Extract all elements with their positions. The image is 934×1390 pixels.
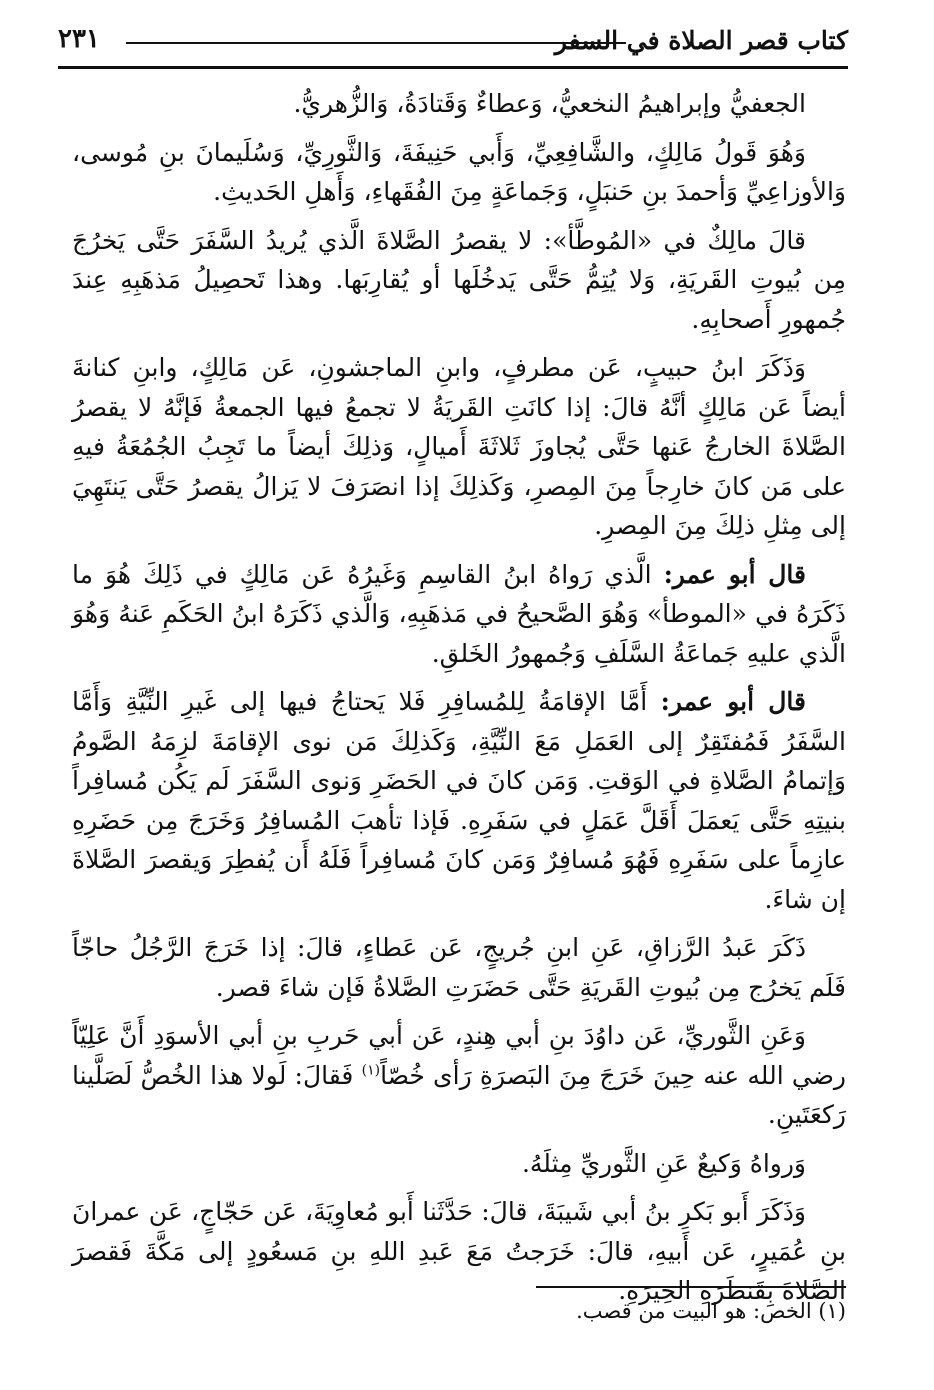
paragraph-10: وَذَكَرَ أَبو بَكرِ بنُ أبي شَيبَةَ، قالَ: حَدَّثَنا أَبو مُعاوِيَةَ، عَن حَجّاجٍ، عَن عمرانَ بنِ عُمَيرٍ، عَن أَبيهِ، قالَ: خَرَجتُ مَعَ عَبدِ اللهِ بنِ مَسعُودٍ إلى مَكَّةَ فَقصرَ الصَّلاةَ بِقَنطَرَةِ الحِيرَةِ. <box>72 1197 846 1305</box>
paragraph-6-text: أَمَّا الإقامَةُ لِلمُسافِرِ فَلا يَحتاجُ فيها إلى غَيرِ النِّيَّةِ وَأَمَّا السَّفَرُ فَمُفتَقِرٌ إلى العَمَلِ مَعَ النِّيَّةِ، وَكَذلِكَ مَن نوى الإقامَةَ لزِمَهُ الصَّومُ وَإتمامُ الصَّلاةِ في الوَقتِ. وَمَن كانَ في الحَضَرِ وَنوى السَّفَرَ لَم يَكُن مُسافِراً بنيتِهِ حَتَّى يَعمَلَ أَقَلَّ عَمَلٍ في سَفَرِهِ. فَإذا تأهبَ المُسافِرُ وَخَرَجَ مِن حَضَرِهِ عازِماً على سَفَرِهِ فَهُوَ مُسافِرٌ وَمَن كانَ مُسافِراً فَلَهُ أَن يُفطِرَ وَيقصرَ الصَّلاةَ إن شاءَ. <box>72 687 846 914</box>
paragraph-8-text-b: فَقالَ: لَولا هذا الخُصُّ لَصَلَّينا رَكعَتَينِ. <box>72 1060 846 1129</box>
chapter-title: كتاب قصر الصلاة في السفر <box>554 26 848 55</box>
footnote: (١) الخص: هو البيت من قصب. <box>576 1299 846 1323</box>
main-text <box>72 84 846 1320</box>
page-number: ٢٣١ <box>58 24 100 54</box>
running-header <box>58 14 848 69</box>
paragraph-1: الجعفيُّ وإبراهيمُ النخعيُّ، وَعطاءٌ وَقَتادَةُ، وَالزُّهريُّ. <box>293 89 806 118</box>
paragraph-4: وَذَكَرَ ابنُ حبيبٍ، عَن مطرفٍ، وابنِ الماجشونِ، عَن مَالِكٍ، وابنِ كنانةَ أيضاً عَن مَالِكٍ أنَّهُ قالَ: إذا كانَتِ القَريَةُ لا تجمعُ فيها الجمعةُ فَإنَّهُ لا يقصرُ الصَّلاةَ الخارجُ عَنها حَتَّى يُجاوزَ ثَلاثَةَ أَميالٍ، وَذلِكَ أيضاً ما تَجِبُ الجُمُعَةُ فيهِ على مَن كانَ خارِجاً مِنَ المِصرِ، وَكَذلِكَ إذا انصَرَفَ لا يَزالُ يقصرُ حَتَّى يَنتَهِيَ إلى مِثلِ ذلِكَ مِنَ المِصرِ. <box>72 353 846 540</box>
footnote-ref[interactable]: (١) <box>361 1062 381 1079</box>
header-rule <box>126 42 626 44</box>
speaker-label: قال أبو عمر: <box>660 687 806 716</box>
paragraph-7: ذَكَرَ عَبدُ الرَّزاقِ، عَنِ ابنِ جُريجٍ، عَن عَطاءٍ، قالَ: إذا خَرَجَ الرَّجُلُ حاجّاً فَلَم يَخرُج مِن بُيوتِ القَريَةِ حَتَّى حَضَرَتِ الصَّلاةُ فَإن شاءَ قصر. <box>72 933 846 1002</box>
speaker-label: قال أبو عمر: <box>663 559 806 589</box>
paragraph-6 <box>72 682 846 919</box>
paragraph-5 <box>72 555 846 674</box>
paragraph-2: وَهُوَ قَولُ مَالِكٍ، والشَّافِعِيِّ، وَأَبي حَنِيفَةَ، وَالثَّورِيِّ، وَسُلَيمانَ بنِ مُوسى، وَالأوزاعِيِّ وَأحمدَ بنِ حَنبَلٍ، وَجَماعَةٍ مِنَ الفُقَهاءِ، وَأَهلِ الحَديثِ. <box>72 137 846 206</box>
paragraph-3: قالَ مالِكٌ في «المُوطَّأ»: لا يقصرُ الصَّلاةَ الَّذي يُريدُ السَّفَرَ حَتَّى يَخرُجَ مِن بُيوتِ القَريَةِ، وَلا يُتِمُّ حَتَّى يَدخُلَها أو يُقارِبَها. وهذا تَحصِيلُ مَذهَبِهِ عِندَ جُمهورِ أَصحابِهِ. <box>72 225 846 334</box>
paragraph-8 <box>72 1016 846 1135</box>
paragraph-5-text: الَّذي رَواهُ ابنُ القاسِمِ وَغَيرُهُ عَن مَالِكٍ في ذَلِكَ هُوَ ما ذَكَرَهُ في «الموطأ» وَهُوَ الصَّحيحُ في مَذهَبِهِ، وَالَّذي ذَكَرَهُ ابنُ الحَكَمِ عَنهُ وَهُوَ الَّذي عليهِ جَماعَةُ السَّلَفِ وَجُمهورُ الخَلقِ. <box>72 559 846 668</box>
paragraph-8-text-a: وَعَنِ الثَّوريِّ، عَن داوُدَ بنِ أبي هِندٍ، عَن أبي حَربِ بنِ أبي الأسوَدِ أَنَّ عَلِيّاً رضي الله عنه حِينَ خَرَجَ مِنَ البَصرَةِ رَأى خُصّاً <box>72 1021 846 1090</box>
paragraph-9: وَرواهُ وَكيعٌ عَنِ الثَّوريِّ مِثلَهُ. <box>521 1148 806 1178</box>
footnote-separator <box>536 1286 846 1288</box>
